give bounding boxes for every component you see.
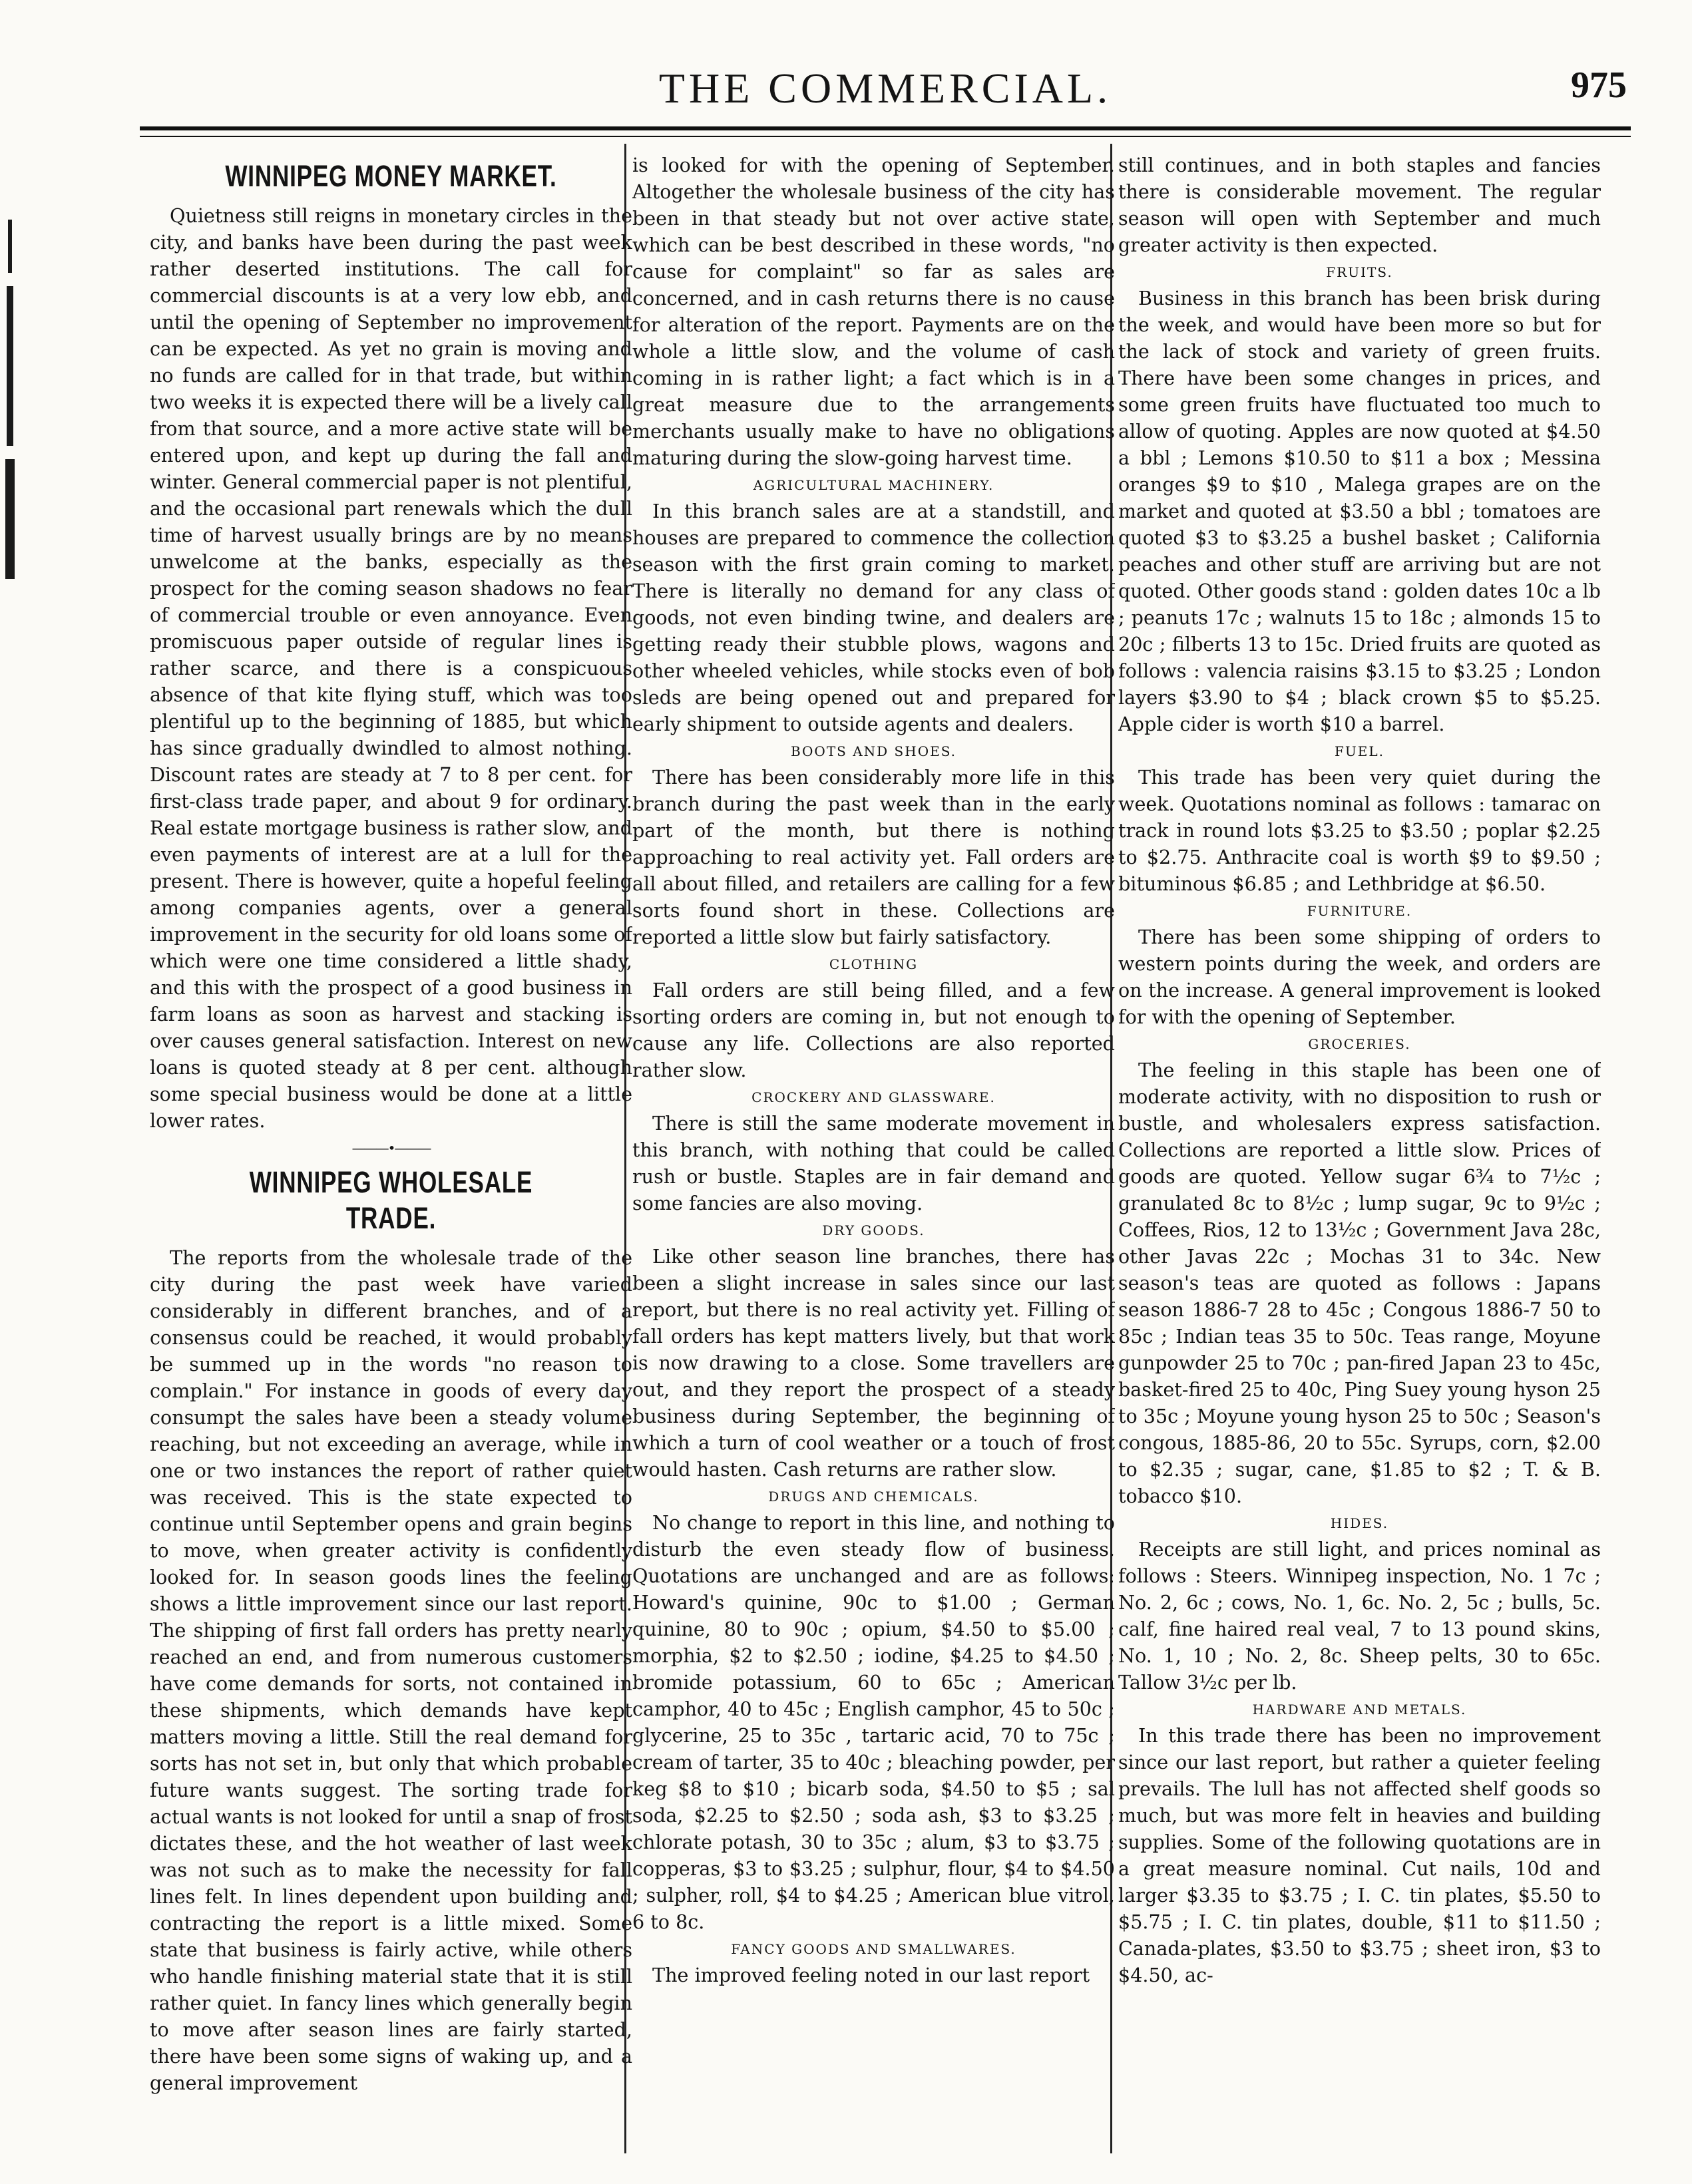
boots-shoes-heading: BOOTS AND SHOES. [790,743,957,759]
scan-edge-mark [5,459,15,579]
fruits-text: Business in this branch has been brisk during the week, and would have been more so but for the lack of stock and variety of green fruits. There have been some changes in prices, and some green fruits have fluctuated too much to allow of quoting. Apples are now quoted at $4.50 a bbl ; Lemons $10.50 to $11 a box ; Messina oranges $9 to $10 , Malega grapes are on the market and quoted at $3.50 a bbl ; tomatoes are quoted $3 to $3.25 a bushel basket ; California peaches and other stuff are arriving but are not quoted. Other goods stand : golden dates 10c a lb ; peanuts 17c ; walnuts 15 to 18c ; almonds 15 to 20c ; filberts 13 to 15c. Dried fruits are quoted as follows : valencia raisins $3.15 to $3.25 ; London layers $3.90 to $4 ; black crown $5 to $5.25. Apple cider is worth $10 a barrel. [1118,287,1601,735]
column-3 [1118,152,1601,2148]
fancy-goods-text: The improved feeling noted in our last report [652,1964,1090,1986]
drugs-chemicals-heading: DRUGS AND CHEMICALS. [768,1489,979,1505]
publication-title: THE COMMERCIAL. [658,65,1112,112]
groceries-heading: GROCERIES. [1308,1036,1411,1052]
column-2 [632,152,1115,2148]
fancy-goods-heading: FANCY GOODS AND SMALLWARES. [731,1941,1016,1957]
fruits-heading: FRUITS. [1326,264,1393,280]
clothing-heading: CLOTHING [829,956,919,972]
agricultural-machinery-text: In this branch sales are at a standstill, and houses are prepared to commence the collection season with the first grain coming to market. There is literally no demand for any class of goods, not even binding twine, and dealers are getting ready their stubble plows, wagons and other wheeled vehicles, while stocks even of bob sleds are being opened out and prepared for early shipment to outside agents and dealers. [632,500,1115,735]
dry-goods-heading: DRY GOODS. [822,1222,925,1238]
hardware-metals-text: In this trade there has been no improvement since our last report, but rather a quieter feeling prevails. The lull has not affected shelf goods so much, but was more felt in heavies and building supplies. Some of the following quotations are in a great measure nominal. Cut nails, 10d and larger $3.35 to $3.75 ; I. C. tin plates, $5.50 to $5.75 ; I. C. tin plates, double, $11 to $11.50 ; Canada-plates, $3.50 to $3.75 ; sheet iron, $3 to $4.50, ac- [1118,1724,1601,1986]
wholesale-trade-article: The reports from the wholesale trade of the city during the past week have varied considerably in different branches, and of a consensus could be reached, it would probably be summed up in the words "no reason to complain." For instance in goods of every day consumpt the sales have been a steady volume reaching, but not exceeding an average, while in one or two instances the report of rather quiet was received. This is the state expected to continue until September opens and grain begins to move, when greater activity is confidently looked for. In season goods lines the feeling shows a little improvement since our last report. The shipping of first fall orders has pretty nearly reached an end, and from numerous customers have come demands for sorts, not contained in these shipments, which demands have kept matters moving a little. Still the real demand for sorts has not set in, but only that which probable future wants suggest. The sorting trade for actual wants is not looked for until a snap of frost dictates these, and the hot weather of last week was not such as to make the necessity for fall lines felt. In lines dependent upon building and contracting the report is a little mixed. Some state that business is fairly active, while others who handle finishing material state that it is still rather quiet. In fancy lines which generally begin to move after season lines are fairly started, there have been some signs of waking up, and a general improvement [150,1246,632,2094]
scan-edge-mark [8,220,12,273]
furniture-text: There has been some shipping of orders to western points during the week, and orders are on the increase. A general improvement is looked for with the opening of September. [1118,926,1601,1028]
drugs-chemicals-text: No change to report in this line, and nothing to disturb the even steady flow of business. Quotations are unchanged and are as follows: Howard's quinine, 90c to $1.00 ; German quinine, 80 to 90c ; opium, $4.50 to $5.00 ; morphia, $2 to $2.50 ; iodine, $4.25 to $4.50 ; bromide potassium, 60 to 65c ; American camphor, 40 to 45c ; English camphor, 45 to 50c ; glycerine, 25 to 35c , tartaric acid, 70 to 75c ; cream of tarter, 35 to 40c ; bleaching powder, per keg $8 to $10 ; bicarb soda, $4.50 to $5 ; sal soda, $2.25 to $2.50 ; soda ash, $3 to $3.25 ; chlorate potash, 30 to 35c ; alum, $3 to $3.75 ; copperas, $3 to $3.25 ; sulphur, flour, $4 to $4.50 ; sulpher, roll, $4 to $4.25 ; American blue vitrol, 6 to 8c. [632,1511,1115,1933]
masthead-rule-thin [140,136,1631,137]
wholesale-trade-heading: WINNIPEG WHOLESALE TRADE. [249,1165,533,1235]
hides-text: Receipts are still light, and prices nominal as follows : Steers. Winnipeg inspection, No. 1 7c ; No. 2, 6c ; cows, No. 1, 6c. No. 2, 5c ; bulls, 5c. calf, fine haired real veal, 7 to 13 pound skins, No. 1, 10 ; No. 2, 8c. Sheep pelts, 30 to 65c. Tallow 3½c per lb. [1118,1538,1601,1694]
wholesale-trade-continued: is looked for with the opening of September. Altogether the wholesale business of the city has been in that steady but not over active state, which can be best described in these words, "no cause for complaint" so far as sales are concerned, and in cash returns there is no cause for alteration of the report. Payments are on the whole a little slow, and the volume of cash coming in is rather light; a fact which is in a great measure due to the arrangements merchants usually make to have no obligations maturing during the slow-going harvest time. [632,154,1115,469]
clothing-text: Fall orders are still being filled, and a few sorting orders are coming in, but not enough to cause any life. Collections are also reported rather slow. [632,979,1115,1081]
crockery-heading: CROCKERY AND GLASSWARE. [751,1089,996,1105]
column-1 [150,152,632,2148]
money-market-heading: WINNIPEG MONEY MARKET. [225,159,557,193]
section-divider: ———•——— [351,1140,431,1156]
fuel-text: This trade has been very quiet during the week. Quotations nominal as follows : tamarac on track in round lots $3.25 to $3.50 ; poplar $2.25 to $2.75. Anthracite coal is worth $9 to $9.50 ; bituminous $6.85 ; and Lethbridge at $6.50. [1118,766,1601,895]
masthead-rule-thick [140,126,1631,130]
scan-edge-mark [7,286,13,446]
page-number: 975 [1571,65,1627,106]
masthead [140,52,1631,125]
boots-shoes-text: There has been considerably more life in this branch during the past week than in the early part of the month, but there is nothing approaching to real activity yet. Fall orders are all about filled, and retailers are calling for a few sorts found short in these. Collections are reported a little slow but fairly satisfactory. [632,766,1115,948]
agricultural-machinery-heading: AGRICULTURAL MACHINERY. [753,477,994,493]
fancy-goods-continued: still continues, and in both staples and fancies there is considerable movement. The regular season will open with September and much greater activity is then expected. [1118,154,1601,256]
money-market-article: Quietness still reigns in monetary circles in the city, and banks have been during the past week rather deserted institutions. The call for commercial discounts is at a very low ebb, and until the opening of September no improvement can be expected. As yet no grain is moving and no funds are called for in that trade, but within two weeks it is expected there will be a lively call from that source, and a more active state will be entered upon, and kept up during the fall and winter. General commercial paper is not plentiful, and the occasional part renewals which the dull time of harvest usually brings are by no means unwelcome at the banks, especially as the prospect for the coming season shadows no fear of commercial trouble or even annoyance. Even promiscuous paper outside of regular lines is rather scarce, and there is a conspicuous absence of that kite flying stuff, which was too plentiful up to the beginning of 1885, but which has since gradually dwindled to almost nothing. Discount rates are steady at 7 to 8 per cent. for first-class trade paper, and about 9 for ordinary. Real estate mortgage business is rather slow, and even payments of interest are at a lull for the present. There is however, quite a hopeful feeling among companies agents, over a general improvement in the security for old loans some of which were one time considered a little shady, and this with the prospect of a good business in farm loans as soon as harvest and stacking is over causes general satisfaction. Interest on new loans is quoted steady at 8 per cent. although some special business would be done at a little lower rates. [150,204,632,1132]
hides-heading: HIDES. [1330,1515,1389,1531]
groceries-text: The feeling in this staple has been one of moderate activity, with no disposition to rush or bustle, and wholesalers express satisfaction. Collections are reported a little slow. Prices of goods are quoted. Yellow sugar 6¾ to 7½c ; granulated 8c to 8½c ; lump sugar, 9c to 9½c ; Coffees, Rios, 12 to 13½c ; Government Java 28c, other Javas 22c ; Mochas 31 to 34c. New season's teas are quoted as follows : Japans season 1886-7 28 to 45c ; Congous 1886-7 50 to 85c ; Indian teas 35 to 50c. Teas range, Moyune gunpowder 25 to 70c ; pan-fired Japan 23 to 45c, basket-fired 25 to 40c, Ping Suey young hyson 25 to 35c ; Moyune young hyson 25 to 50c ; Season's congous, 1885-86, 20 to 55c. Syrups, corn, $2.00 to $2.35 ; sugar, cane, $1.85 to $2 ; T. & B. tobacco $10. [1118,1059,1601,1507]
fuel-heading: FUEL. [1335,743,1384,759]
crockery-text: There is still the same moderate movement in this branch, with nothing that could be called rush or bustle. Staples are in fair demand and some fancies are also moving. [632,1112,1115,1214]
dry-goods-text: Like other season line branches, there has been a slight increase in sales since our last report, but there is no real activity yet. Filling of fall orders has kept matters lively, but that work is now drawing to a close. Some travellers are out, and they report the prospect of a steady business during September, the beginning of which a turn of cool weather or a touch of frost would hasten. Cash returns are rather slow. [632,1245,1115,1481]
furniture-heading: FURNITURE. [1307,903,1412,919]
hardware-metals-heading: HARDWARE AND METALS. [1252,1702,1467,1718]
